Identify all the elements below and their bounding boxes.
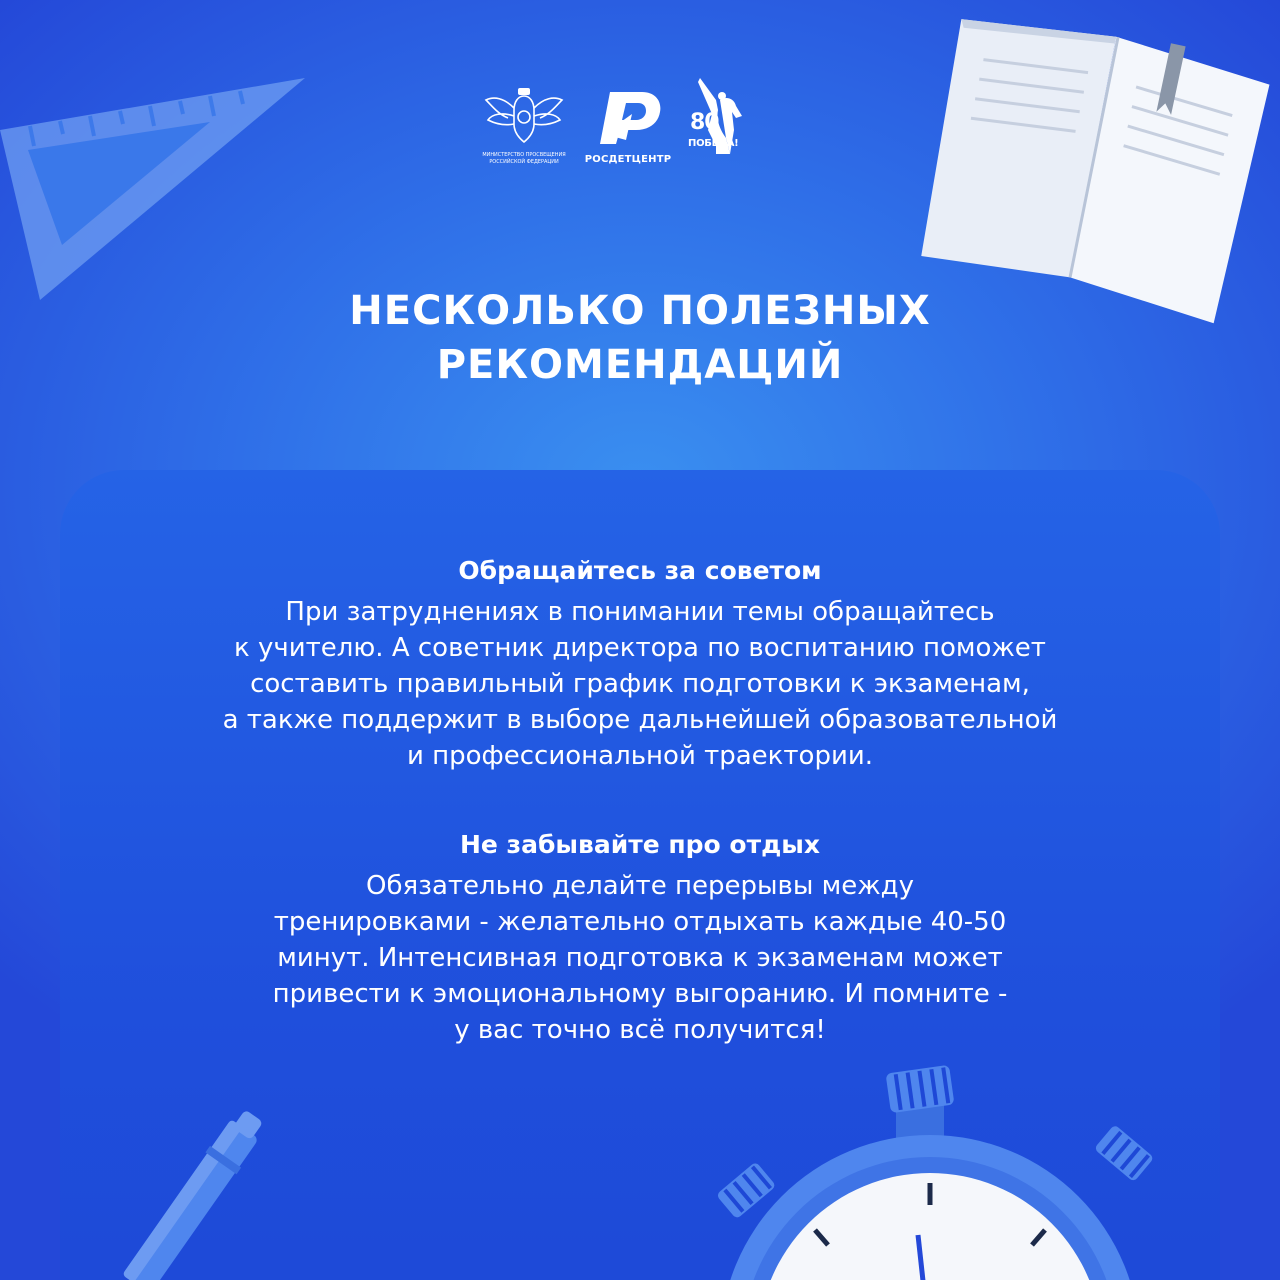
title-line-2: РЕКОМЕНДАЦИЙ (436, 342, 844, 388)
stopwatch-icon (700, 1055, 1180, 1280)
body-line: у вас точно всё получится! (454, 1015, 826, 1045)
rosdetcenter-logo (574, 84, 682, 180)
pobeda-number: 80 (690, 110, 719, 135)
body-line: составить правильный график подготовки к экзаменам, (250, 669, 1030, 699)
ministry-caption-line-2: РОССИЙСКОЙ ФЕДЕРАЦИИ (489, 159, 559, 165)
ministry-caption (478, 152, 570, 166)
body-line: При затруднениях в понимании темы обращайтесь (285, 597, 995, 627)
section-body (60, 868, 1220, 1048)
section-heading: Обращайтесь за советом (458, 556, 822, 585)
rosdetcenter-caption: РОСДЕТЦЕНТР (584, 154, 672, 165)
partner-logos (478, 84, 808, 184)
section-heading: Не забывайте про отдых (459, 830, 821, 859)
section-rest (60, 826, 1220, 1048)
pobeda-word: ПОБЕДА! (688, 138, 739, 149)
open-book-icon (905, 0, 1280, 330)
body-line: а также поддержит в выборе дальнейшей образовательной (222, 705, 1058, 735)
body-line: тренировками - желательно отдыхать каждые 40-50 (273, 907, 1007, 937)
ministry-logo (478, 84, 570, 180)
body-line: минут. Интенсивная подготовка к экзаменам может (277, 943, 1003, 973)
section-advice (60, 552, 1220, 774)
body-line: и профессиональной траектории. (406, 741, 874, 771)
body-line: к учителю. А советник директора по воспитанию поможет (234, 633, 1046, 663)
body-line: Обязательно делайте перерывы между (365, 871, 915, 901)
coat-of-arms-icon (478, 84, 570, 150)
pobeda-logo (686, 70, 758, 182)
triangle-ruler-icon (0, 70, 320, 310)
section-body (60, 594, 1220, 774)
page-title (140, 284, 1140, 392)
rosdetcenter-mark-icon (574, 84, 682, 150)
title-line-1: НЕСКОЛЬКО ПОЛЕЗНЫХ (349, 288, 931, 334)
pen-icon (120, 1105, 280, 1280)
ministry-caption-line-1: МИНИСТЕРСТВО ПРОСВЕЩЕНИЯ (482, 152, 566, 158)
body-line: привести к эмоциональному выгоранию. И помните - (272, 979, 1008, 1009)
